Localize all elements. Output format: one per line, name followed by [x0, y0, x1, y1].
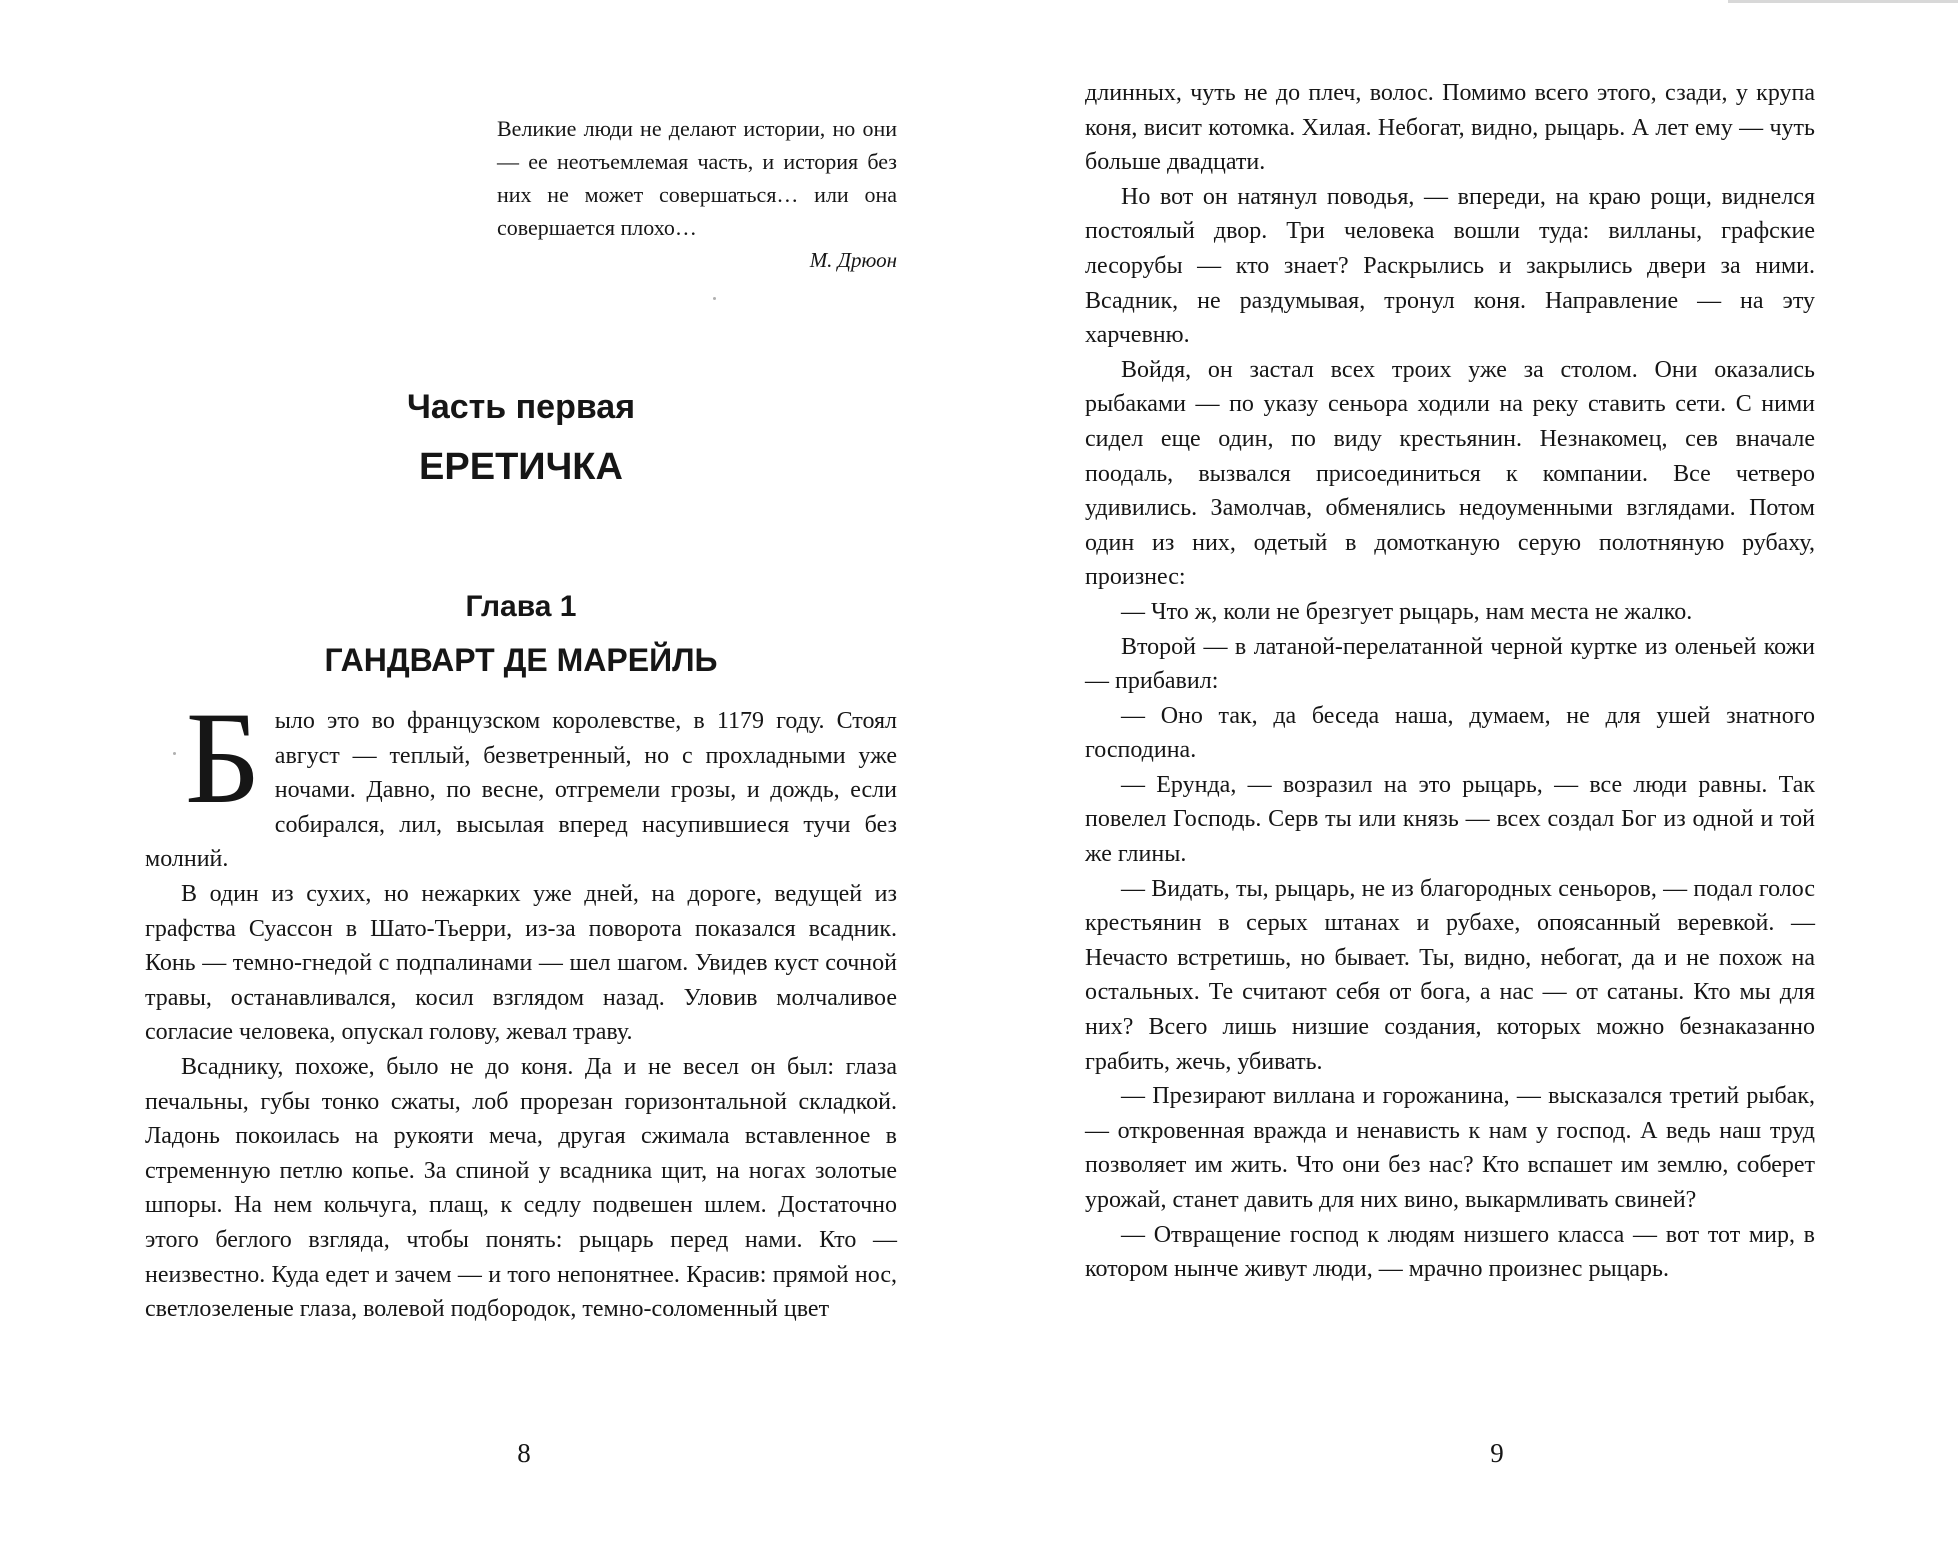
scan-edge-line [1728, 0, 1958, 3]
paragraph: — Что ж, коли не брезгует рыцарь, нам места не жалко. [1121, 598, 1693, 625]
paragraph: — Презирают виллана и горожанина, — высказался третий рыбак, — откровенная вражда и ненависть к нам у господ. А ведь наш труд позволяет им жить. Что они без нас? Кто вспашет им землю, соберет урожай, станет давить для них вино, выкармливать свиней? [1085, 1083, 1815, 1213]
paragraph [145, 684, 897, 877]
chapter-name: ГАНДВАРТ ДЕ МАРЕЙЛЬ [324, 642, 718, 678]
part-name: ЕРЕТИЧКА [419, 446, 623, 488]
epigraph [497, 112, 897, 277]
print-speck [713, 297, 716, 300]
drop-cap: Б [185, 684, 261, 831]
epigraph-text: Великие люди не делают истории, но они — ее неотъемлемая часть, и история без них не может совершаться… или она совершается плохо… [497, 116, 897, 240]
paragraph: — Видать, ты, рыцарь, не из благородных сеньоров, — подал голос крестьянин в серых штанах и рубахе, опоясанный веревкой. — Нечасто встретишь, но бывает. Ты, видно, небогат, да и не похож на остальных. Те считают себя от бога, а нас — от сатаны. Кто мы для них? Всего лишь низшие создания, которых можно безнаказанно грабить, жечь, убивать. [1085, 875, 1815, 1075]
paragraph-text: ыло это во французском королевстве, в 1179 году. Стоял август — теплый, безветренный, но с прохладными уже ночами. Давно, по весне, отгремели грозы, и дождь, если собирался, лил, высылая вперед насупившиеся тучи без молний. [145, 708, 897, 873]
paragraph: длинных, чуть не до плеч, волос. Помимо всего этого, сзади, у крупа коня, висит котомка. Хилая. Небогат, видно, рыцарь. А лет ему — чуть больше двадцати. [1085, 80, 1815, 176]
page-number-right: 9 [1490, 1438, 1504, 1468]
paragraph: В один из сухих, но нежарких уже дней, на дороге, ведущей из графства Суассон в Шато-Тьерри, из-за поворота показался всадник. Конь — темно-гнедой с подпалинами — шел шагом. Увидев куст сочной травы, останавливался, косил взглядом назад. Уловив молчаливое согласие человека, опускал голову, жевал траву. [145, 880, 897, 1046]
right-body-text [1085, 76, 1815, 1287]
paragraph: — Ерунда, — возразил на это рыцарь, — все люди равны. Так повелел Господь. Серв ты или князь — всех создал Бог из одной и той же глины. [1085, 771, 1815, 868]
part-title: Часть первая [406, 388, 636, 426]
chapter-title: Глава 1 [465, 590, 577, 623]
paragraph: Второй — в латаной-перелатанной черной куртке из оленьей кожи — прибавил: [1085, 633, 1815, 695]
paragraph: Войдя, он застал всех троих уже за столом. Они оказались рыбаками — по указу сеньора ходили на реку ставить сети. С ними сидел еще один, по виду крестьянин. Незнакомец, сев вначале поодаль, вызвался присоединиться к компании. Все четверо удивились. Замолчав, обменялись недоуменными взглядами. Потом один из них, одетый в домотканую серую полотняную рубаху, произнес: [1085, 356, 1815, 591]
paragraph: — Оно так, да беседа наша, думаем, не для ушей знатного господина. [1085, 702, 1815, 764]
epigraph-author: М. Дрюон [809, 248, 897, 272]
paragraph: — Отвращение господ к людям низшего класса — вот тот мир, в котором нынче живут люди, — мрачно произнес рыцарь. [1085, 1221, 1815, 1283]
paragraph: Но вот он натянул поводья, — впереди, на краю рощи, виднелся постоялый двор. Три человека вошли туда: вилланы, графские лесорубы — кто знает? Раскрылись и закрылись двери за ними. Всадник, не раздумывая, тронул коня. Направление — на эту харчевню. [1085, 183, 1815, 349]
left-body-text [145, 684, 897, 1327]
page-number-left: 8 [517, 1438, 531, 1468]
print-speck [173, 752, 176, 755]
right-page [979, 0, 1958, 1548]
paragraph: Всаднику, похоже, было не до коня. Да и не весел он был: глаза печальны, губы тонко сжаты, лоб прорезан горизонтальной складкой. Ладонь покоилась на рукояти меча, другая сжимала вставленное в стременную петлю копье. За спиной у всадника щит, на ногах золотые шпоры. На нем кольчуга, плащ, к седлу подвешен шлем. Достаточно этого беглого взгляда, чтобы понять: рыцарь перед нами. Кто — неизвестно. Куда едет и зачем — и того непонятнее. Красив: прямой нос, светлозеленые глаза, волевой подбородок, темно-соломенный цвет [145, 1053, 897, 1323]
